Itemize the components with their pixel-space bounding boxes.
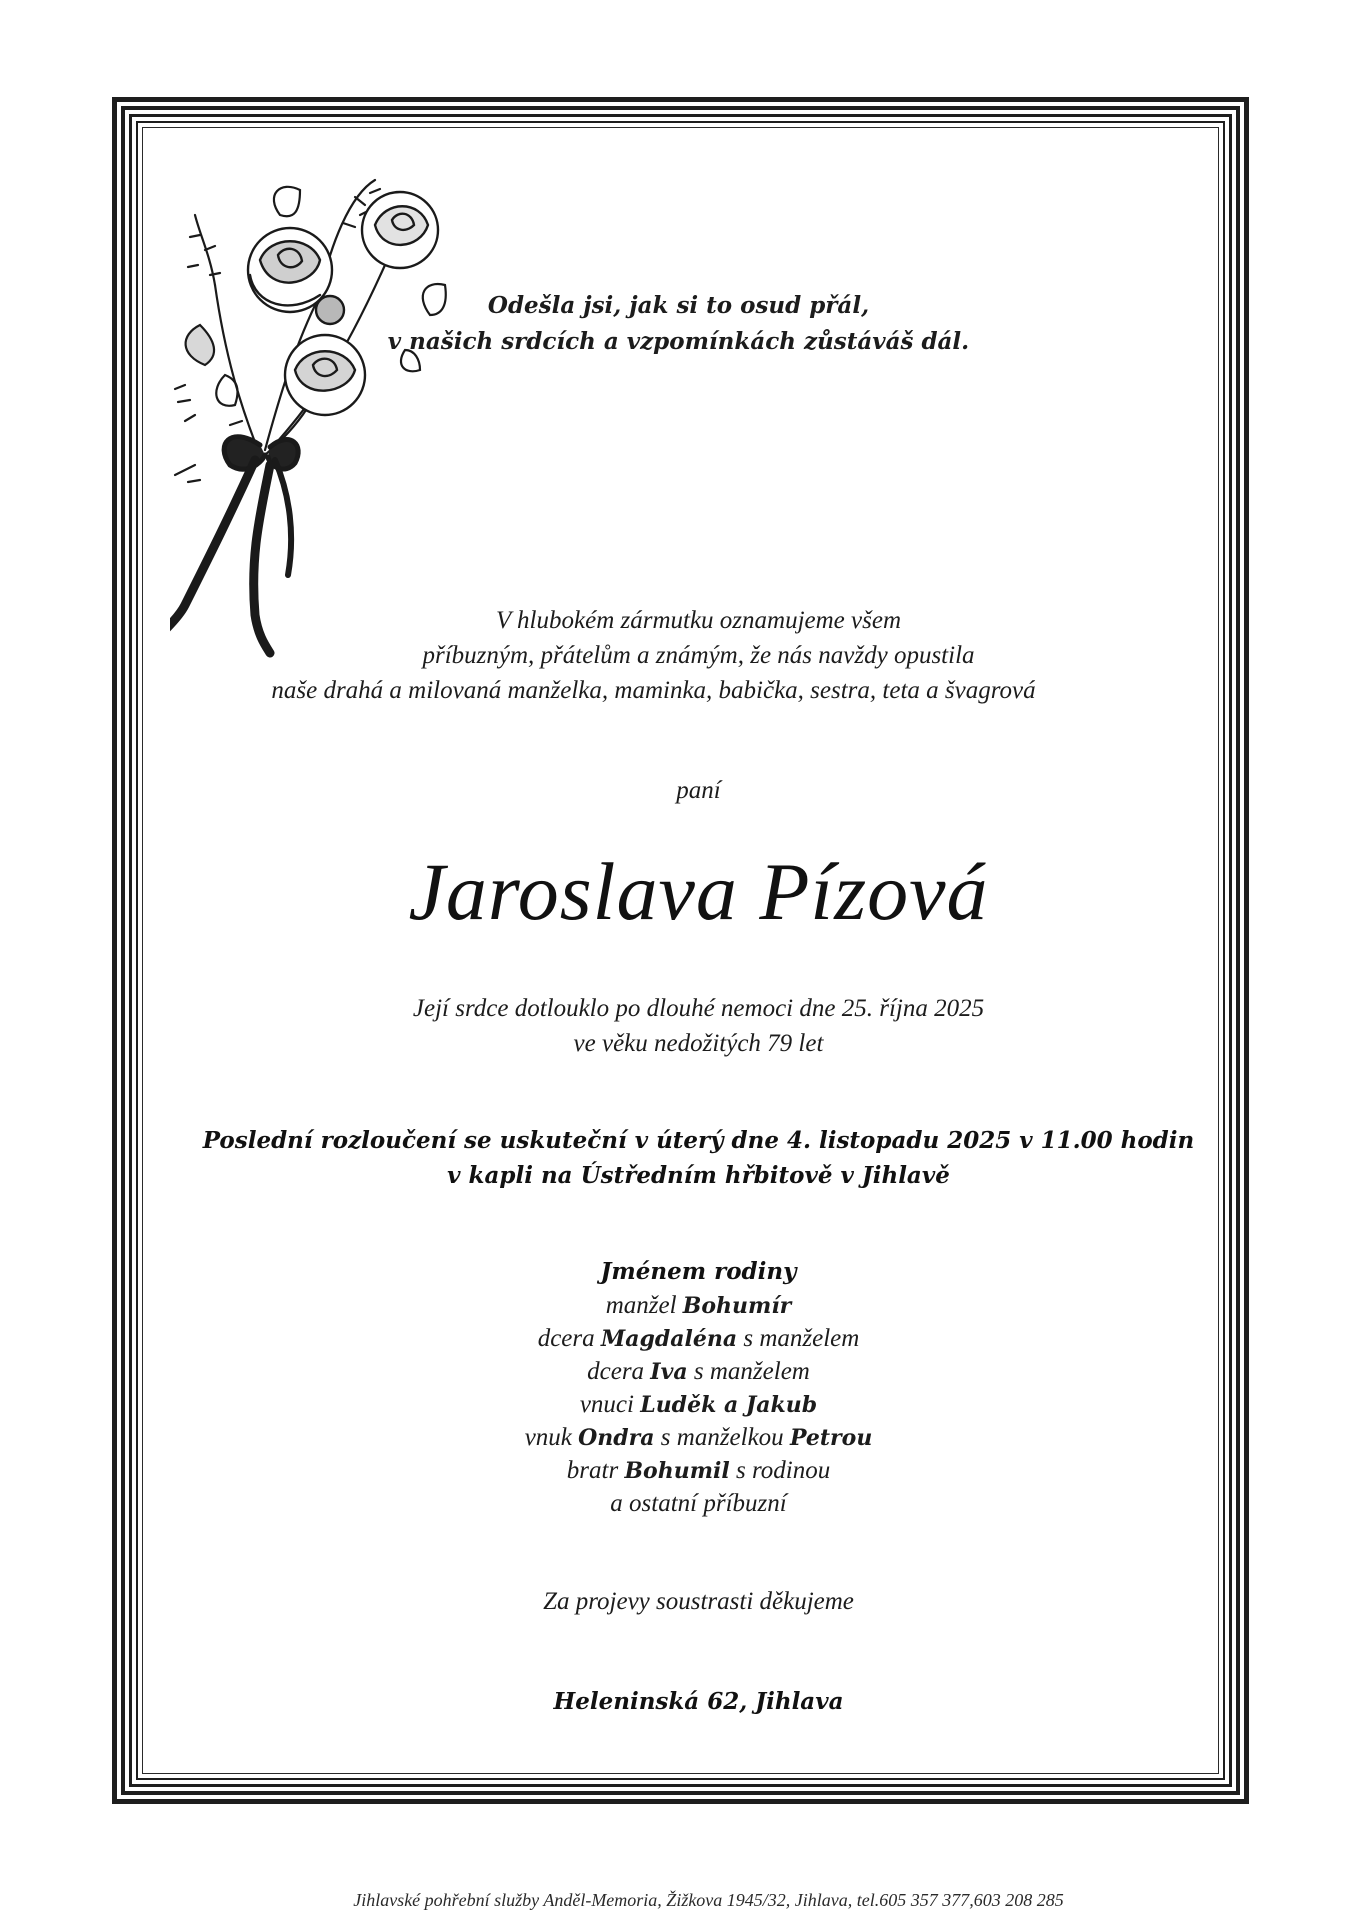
title-word: paní: [676, 777, 721, 804]
family-closing: a ostatní příbuzní: [610, 1490, 787, 1517]
funeral-service-footer: Jihlavské pohřební služby Anděl-Memoria, Žižkova 1945/32, Jihlava, tel.605 357 377,603 208 285: [353, 1890, 1064, 1910]
address-line: Heleninská 62, Jihlava: [553, 1688, 844, 1715]
thanks-line: Za projevy soustrasti děkujeme: [543, 1588, 854, 1615]
motto-line-2: v našich srdcích a vzpomínkách zůstáváš dál.: [387, 328, 970, 355]
family-member: vnuci Luděk a Jakub: [579, 1391, 818, 1418]
motto-line-1: Odešla jsi, jak si to osud přál,: [487, 292, 870, 319]
death-info-line-1: Její srdce dotlouklo po dlouhé nemoci dne 25. října 2025: [412, 995, 985, 1022]
announcement-line-2: příbuzným, přátelům a známým, že nás navždy opustila: [422, 642, 975, 669]
family-member: dcera Iva s manželem: [587, 1358, 810, 1385]
family-member: vnuk Ondra s manželkou Petrou: [524, 1424, 873, 1451]
family-member: bratr Bohumil s rodinou: [566, 1457, 831, 1484]
announcement-line-3: naše drahá a milovaná manželka, maminka, babička, sestra, teta a švagrová: [271, 677, 1036, 704]
funeral-line-2: v kapli na Ústředním hřbitově v Jihlavě: [447, 1162, 950, 1189]
announcement-line-1: V hlubokém zármutku oznamujeme všem: [495, 607, 902, 634]
family-heading: Jménem rodiny: [600, 1258, 797, 1285]
death-info-line-2: ve věku nedožitých 79 let: [573, 1030, 824, 1057]
family-member: manžel Bohumír: [605, 1292, 792, 1319]
family-member: dcera Magdaléna s manželem: [537, 1325, 860, 1352]
deceased-name: Jaroslava Pízová: [408, 846, 989, 937]
funeral-line-1: Poslední rozloučení se uskuteční v úterý dne 4. listopadu 2025 v 11.00 hodin: [202, 1127, 1195, 1154]
